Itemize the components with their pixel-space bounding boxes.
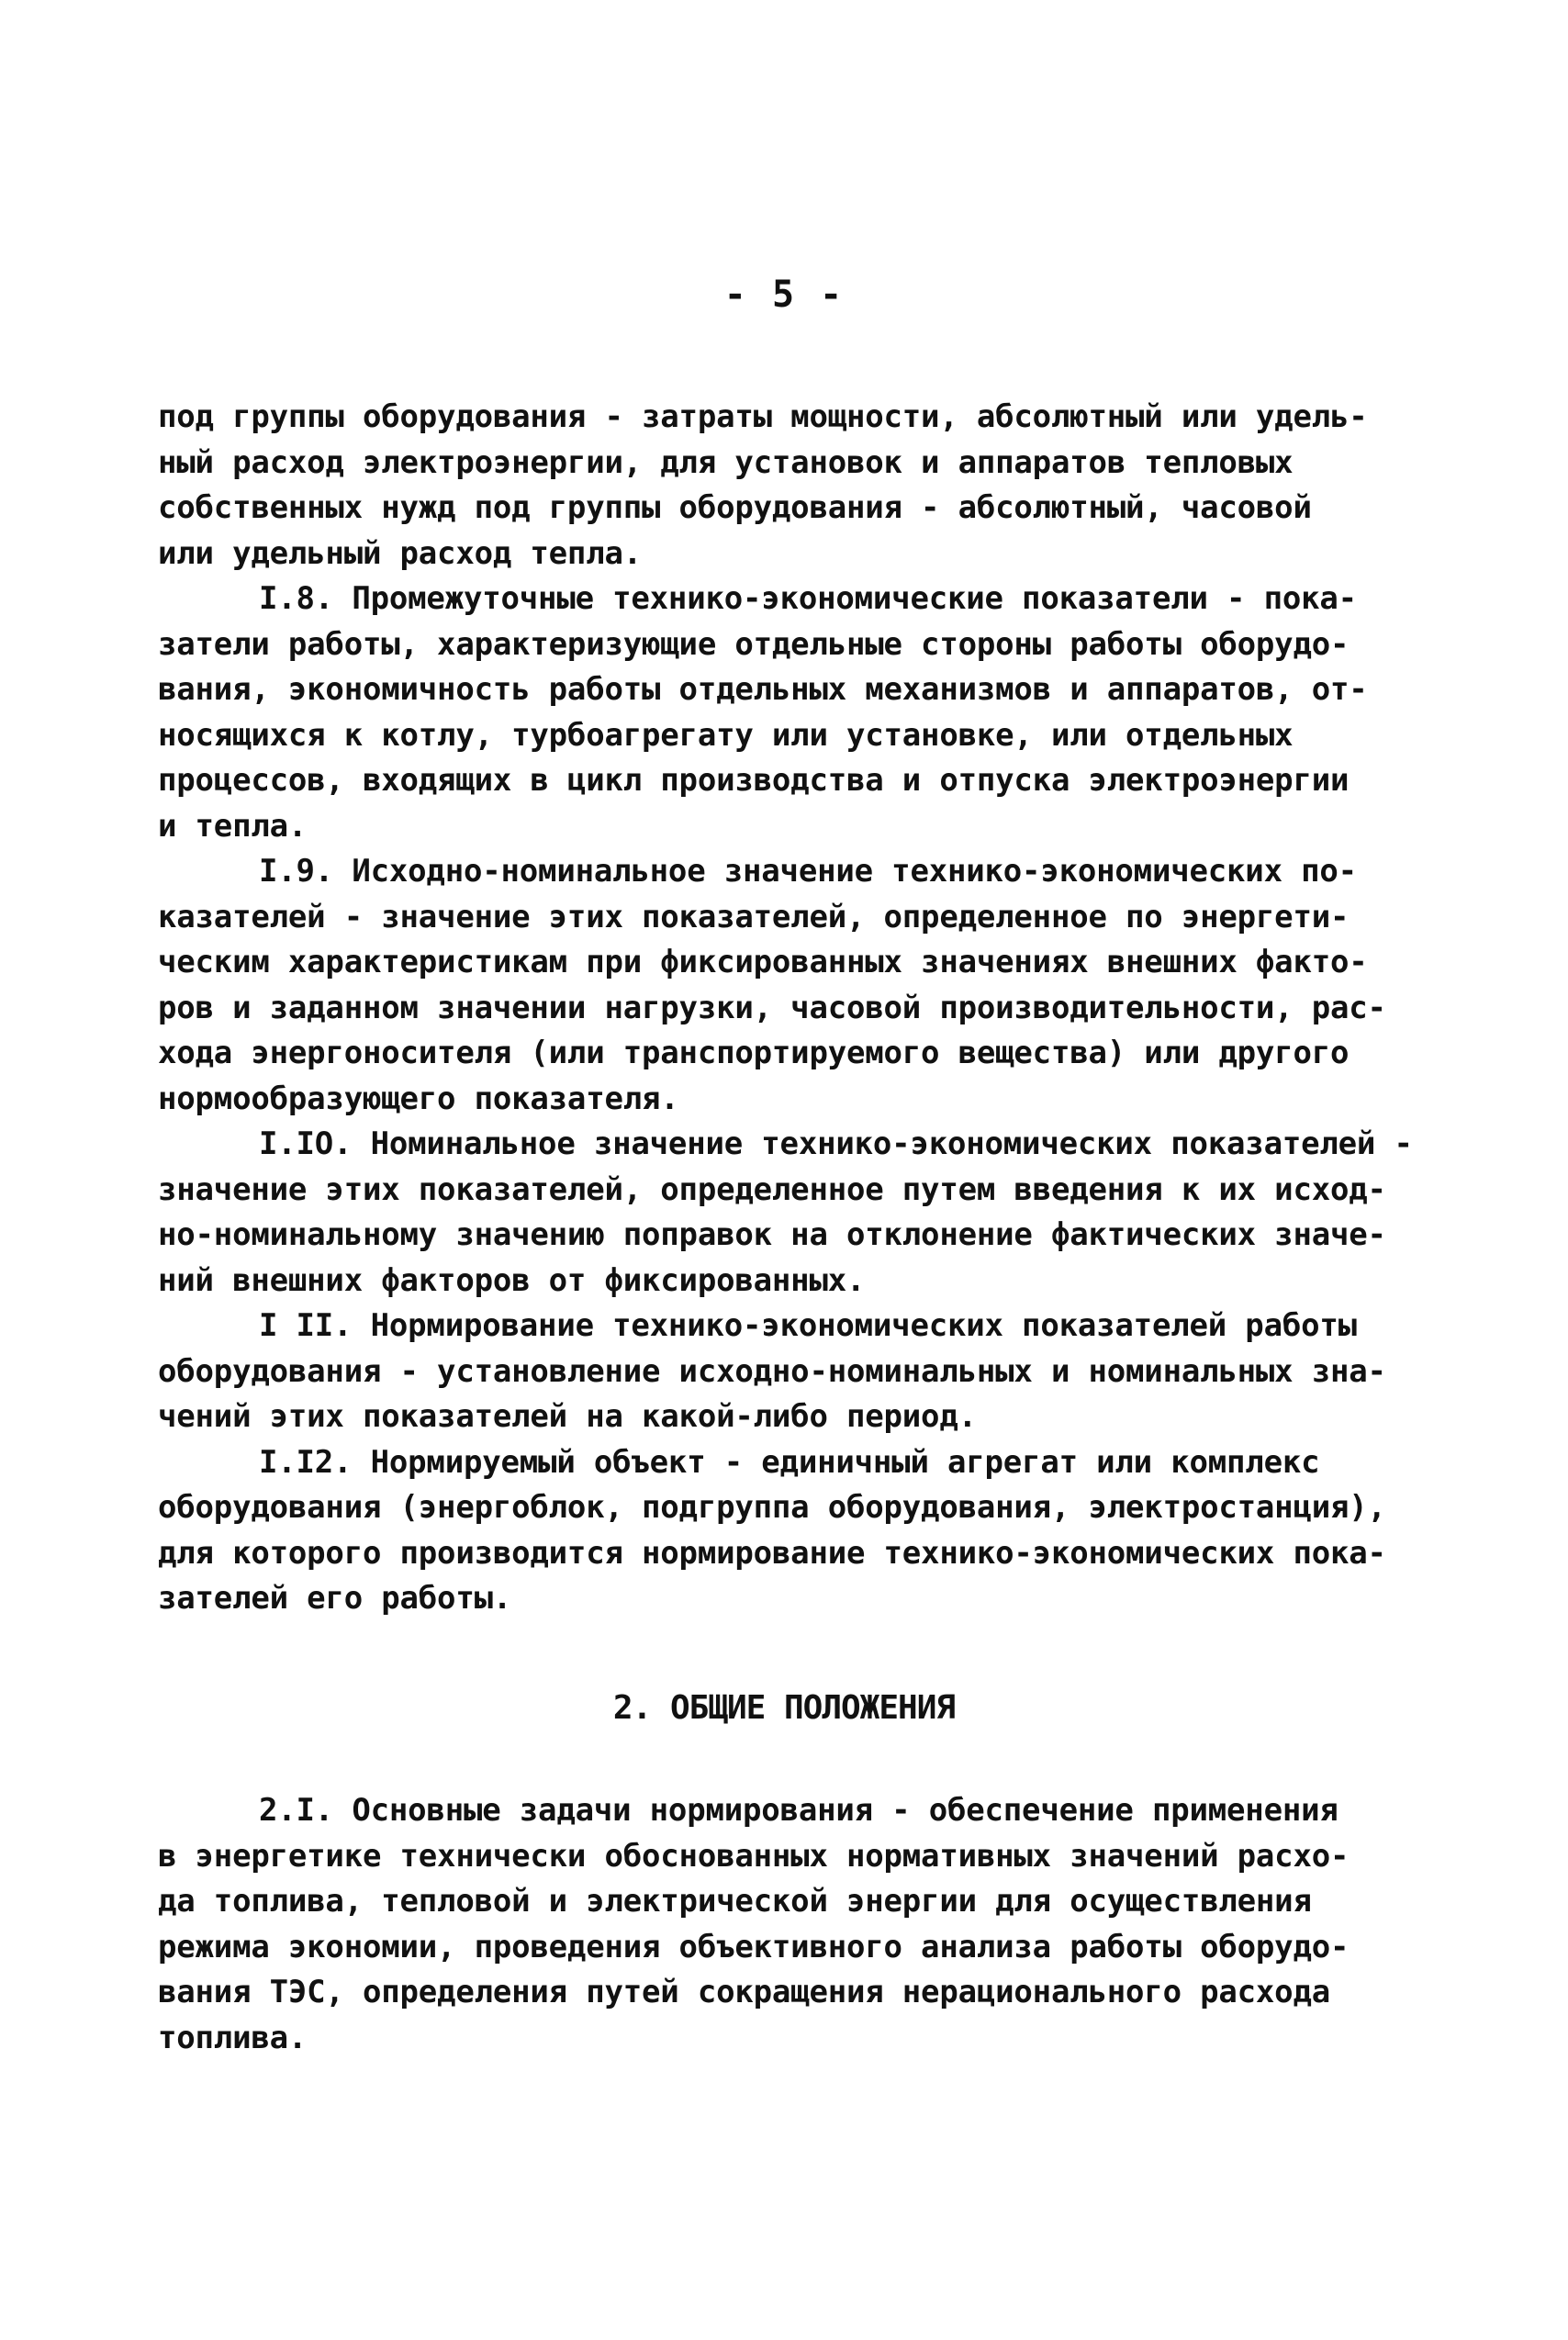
paragraph-start-1-8: I.8. Промежуточные технико-экономические показатели - пока- [259, 580, 1357, 617]
text-line: собственных нужд под группы оборудования - абсолютный, часовой [158, 489, 1312, 526]
text-line: топлива. [158, 2019, 308, 2056]
text-line: вания, экономичность работы отдельных механизмов и аппаратов, от- [158, 671, 1368, 708]
text-line: зателей его работы. [158, 1580, 512, 1617]
text-line: оборудования - установление исходно-номинальных и номинальных зна- [158, 1352, 1386, 1390]
paragraph-start-1-9: I.9. Исходно-номинальное значение технико-экономических по- [259, 853, 1357, 890]
text-line: ный расход электроэнергии, для установок и аппаратов тепловых [158, 443, 1294, 481]
text-line: или удельный расход тепла. [158, 534, 643, 572]
text-line: процессов, входящих в цикл производства и отпуска электроэнергии [158, 762, 1350, 799]
text-line: затели работы, характеризующие отдельные стороны работы оборудо- [158, 625, 1350, 663]
section-heading: 2. ОБЩИЕ ПОЛОЖЕНИЯ [612, 1689, 956, 1727]
text-line: носящихся к котлу, турбоагрегату или установке, или отдельных [158, 716, 1294, 754]
text-line: но-номинальному значению поправок на отклонение фактических значе- [158, 1216, 1386, 1253]
text-line: нормообразующего показателя. [158, 1080, 679, 1117]
general-provisions-block [158, 1788, 1388, 2061]
text-line: для которого производится нормирование технико-экономических пока- [158, 1534, 1386, 1572]
text-line: оборудования (энергоблок, подгруппа оборудования, электростанция), [158, 1489, 1386, 1526]
text-line: вания ТЭС, определения путей сокращения нерационального расхода [158, 1974, 1330, 2010]
text-line: значение этих показателей, определенное путем введения к их исход- [158, 1170, 1386, 1208]
text-line: и тепла. [158, 807, 308, 845]
text-line: ний внешних факторов от фиксированных. [158, 1261, 866, 1299]
paragraph-start-1-12: I.I2. Нормируемый объект - единичный агрегат или комплекс [259, 1443, 1320, 1481]
text-line: режима экономии, проведения объективного анализа работы оборудо- [158, 1928, 1350, 1965]
text-line: чений этих показателей на какой-либо период. [158, 1398, 977, 1435]
page-number: - 5 - [723, 274, 845, 316]
text-line: под группы оборудования - затраты мощности, абсолютный или удель- [158, 398, 1368, 435]
text-line: ров и заданном значении нагрузки, часовой производительности, рас- [158, 989, 1386, 1026]
text-line: в энергетике технически обоснованных нормативных значений расхо- [158, 1837, 1350, 1875]
paragraph-start-1-11: I II. Нормирование технико-экономических показателей работы [259, 1307, 1357, 1344]
text-line: ческим характеристикам при фиксированных значениях внешних факто- [158, 944, 1368, 980]
text-line: да топлива, тепловой и электрической энергии для осуществления [158, 1883, 1312, 1920]
definitions-block [158, 395, 1413, 1622]
paragraph-start-1-10: I.IO. Номинальное значение технико-экономических показателей - [259, 1125, 1413, 1162]
text-line: казателей - значение этих показателей, определенное по энергети- [158, 898, 1350, 935]
paragraph-start-2-1: 2.I. Основные задачи нормирования - обеспечение применения [259, 1792, 1338, 1829]
text-line: хода энергоносителя (или транспортируемого вещества) или другого [158, 1035, 1350, 1071]
